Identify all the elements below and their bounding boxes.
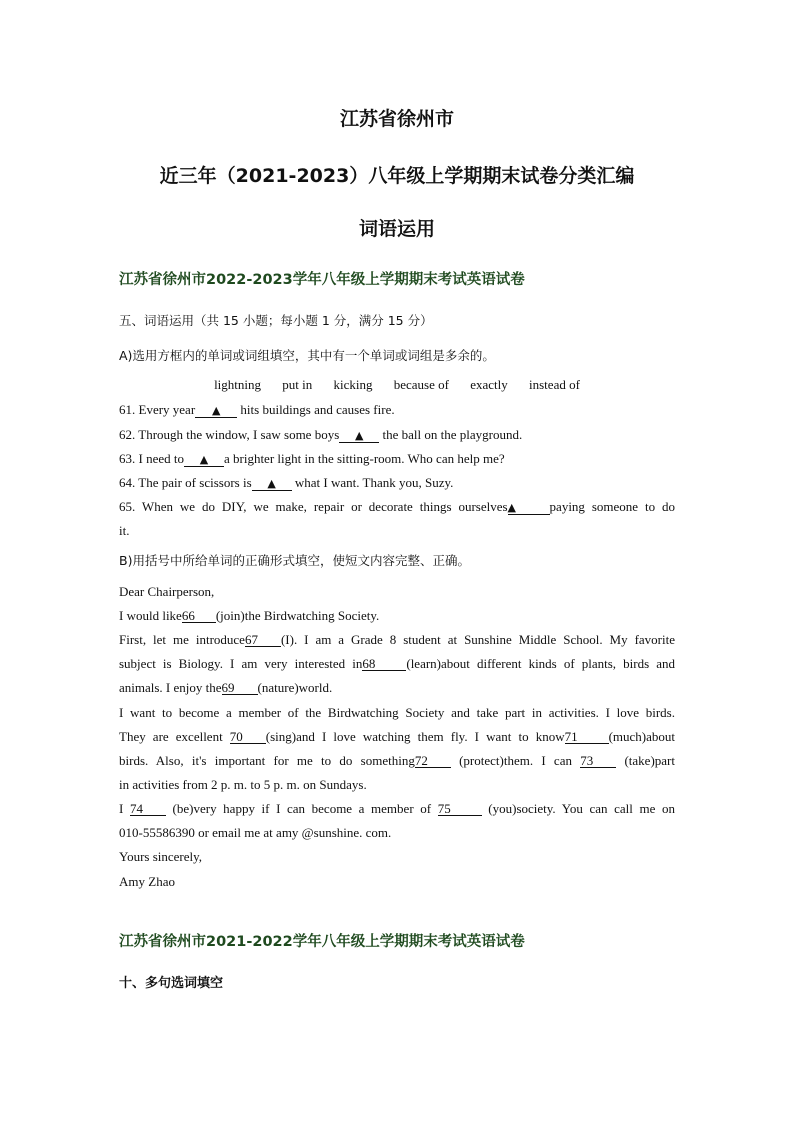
part-title-ten: 十、多句选词填空 xyxy=(119,976,224,991)
word-bank-item: because of xyxy=(393,377,449,392)
letter-line: First, let me introduce67 (I). I am a Grade 8 student at Sunshine Middle School. My favorite xyxy=(119,632,675,647)
answer-blank-63[interactable]: ▲ xyxy=(184,453,224,467)
letter-line: They are excellent 70 (sing)and I love watching them fly. I want to know71 (much)about xyxy=(119,729,675,744)
question-64: 64. The pair of scissors is ▲ what I want. Thank you, Suzy. xyxy=(119,475,454,490)
word-bank xyxy=(0,377,794,393)
answer-blank-67[interactable]: 67 xyxy=(245,633,281,647)
word-bank-item: put in xyxy=(282,377,313,392)
part-title-five: 五、词语运用（共 15 小题；每小题 1 分，满分 15 分） xyxy=(119,313,433,328)
doc-title-region: 江苏省徐州市 xyxy=(339,108,454,130)
part-a-instruction: A)选用方框内的单词或词组填空，其中有一个单词或词组是多余的。 xyxy=(119,348,495,363)
answer-blank-75[interactable]: 75 xyxy=(438,802,482,816)
word-bank-item: instead of xyxy=(529,377,580,392)
section-heading-2022-2023: 江苏省徐州市2022-2023学年八年级上学期期末考试英语试卷 xyxy=(119,272,525,288)
letter-line: birds. Also, it's important for me to do something72 (protect)them. I can 73 (take)part xyxy=(119,753,675,768)
word-bank-item: exactly xyxy=(470,377,508,392)
question-62: 62. Through the window, I saw some boys ▲ the ball on the playground. xyxy=(119,427,523,442)
letter-line: in activities from 2 p. m. to 5 p. m. on Sundays. xyxy=(119,777,367,792)
answer-blank-64[interactable]: ▲ xyxy=(252,477,292,491)
answer-blank-62[interactable]: ▲ xyxy=(339,429,379,443)
doc-title-main: 近三年（2021-2023）八年级上学期期末试卷分类汇编 xyxy=(159,165,635,187)
answer-blank-65[interactable]: ▲ xyxy=(508,501,550,515)
answer-blank-70[interactable]: 70 xyxy=(230,730,266,744)
answer-blank-69[interactable]: 69 xyxy=(222,681,258,695)
letter-line: I 74 (be)very happy if I can become a member of 75 (you)society. You can call me on xyxy=(119,801,675,816)
question-65: 65. When we do DIY, we make, repair or decorate things ourselves▲ paying someone to do xyxy=(119,499,675,514)
answer-blank-72[interactable]: 72 xyxy=(415,754,451,768)
letter-signature: Amy Zhao xyxy=(119,874,175,889)
letter-line: 010-55586390 or email me at amy @sunshine. com. xyxy=(119,825,392,840)
answer-blank-66[interactable]: 66 xyxy=(182,609,216,623)
letter-greeting: Dear Chairperson, xyxy=(119,584,215,599)
word-bank-item: lightning xyxy=(214,377,262,392)
letter-line: I want to become a member of the Birdwatching Society and take part in activities. I love birds. xyxy=(119,705,675,720)
question-61: 61. Every year ▲ hits buildings and causes fire. xyxy=(119,402,395,417)
question-65-continued: it. xyxy=(119,523,130,538)
question-63: 63. I need to ▲ a brighter light in the sitting-room. Who can help me? xyxy=(119,451,505,466)
word-bank-item: kicking xyxy=(333,377,373,392)
part-b-instruction: B)用括号中所给单词的正确形式填空，使短文内容完整、正确。 xyxy=(119,553,470,568)
answer-blank-61[interactable]: ▲ xyxy=(195,404,237,418)
answer-blank-71[interactable]: 71 xyxy=(565,730,609,744)
letter-closing: Yours sincerely, xyxy=(119,849,203,864)
section-heading-2021-2022: 江苏省徐州市2021-2022学年八年级上学期期末考试英语试卷 xyxy=(119,934,525,950)
letter-line: subject is Biology. I am very interested in68 (learn)about different kinds of plants, birds and xyxy=(119,656,675,671)
answer-blank-74[interactable]: 74 xyxy=(130,802,166,816)
letter-line: animals. I enjoy the69 (nature)world. xyxy=(119,680,333,695)
answer-blank-73[interactable]: 73 xyxy=(580,754,616,768)
answer-blank-68[interactable]: 68 xyxy=(362,657,406,671)
doc-title-topic: 词语运用 xyxy=(358,218,435,240)
letter-line: I would like66 (join)the Birdwatching Society. xyxy=(119,608,380,623)
